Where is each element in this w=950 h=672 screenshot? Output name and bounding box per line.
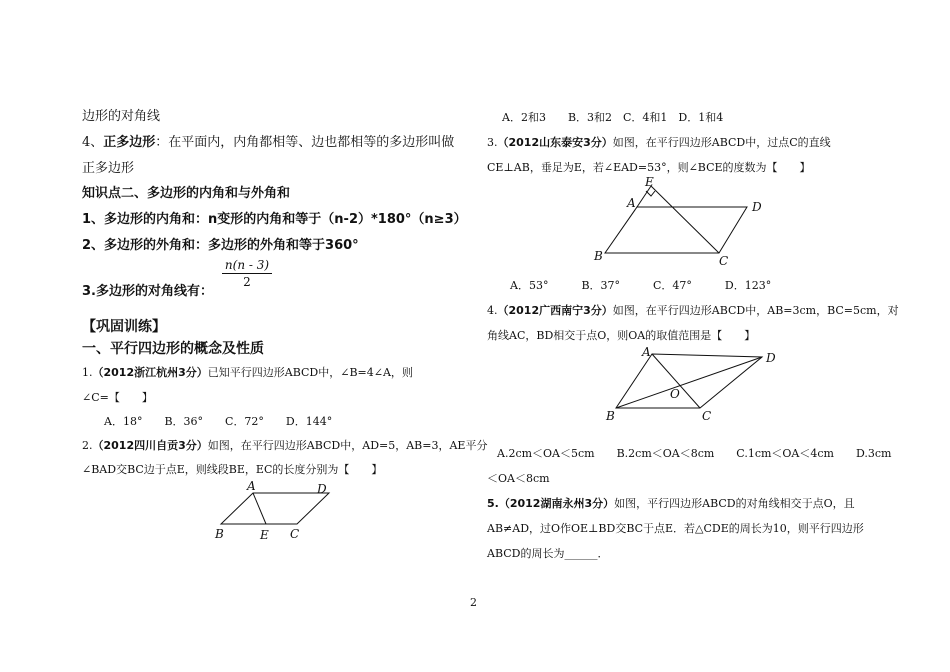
question-1: 1.（2012浙江杭州3分）已知平行四边形ABCD中，∠B=4∠A，则: [82, 366, 413, 379]
diagonal-bd: [616, 357, 762, 408]
parallelogram-abcd: [221, 493, 329, 524]
question-5: 5.（2012湖南永州3分）如图，平行四边形ABCD的对角线相交于点O，且: [487, 497, 855, 510]
label-b: B: [215, 527, 224, 541]
label-d: D: [752, 200, 762, 214]
label-a: A: [247, 479, 256, 493]
label-o: O: [670, 387, 680, 401]
question-4-options: A.2cm＜OA＜5cm B.2cm＜OA＜8cm C.1cm＜OA＜4cm D.3cm: [497, 447, 892, 460]
question-2-options: A．2和3 B．3和2 C．4和1 D．1和4: [502, 111, 724, 124]
question-2-line2: ∠BAD交BC边于点E，则线段BE，EC的长度分别为【 】: [82, 463, 383, 476]
label-e: E: [645, 175, 654, 189]
section-title: 一、平行四边形的概念及性质: [82, 341, 264, 357]
right-angle-mark: [646, 191, 655, 196]
text-line: 边形的对角线: [82, 109, 161, 124]
label-c: C: [719, 254, 729, 268]
text-line: 正多边形: [82, 161, 135, 176]
question-3: 3.（2012山东泰安3分）如图，在平行四边形ABCD中，过点C的直线: [487, 136, 831, 149]
definition-regular-polygon: 4、正多边形：在平面内，内角都相等、边也都相等的多边形叫做: [82, 135, 455, 150]
segment-ae: [253, 493, 266, 524]
knowledge-point-title: 知识点二、多边形的内角和与外角和: [82, 186, 291, 201]
parallelogram-figure-q2: [205, 478, 345, 548]
label-d: D: [766, 351, 776, 365]
label-e: E: [260, 528, 269, 542]
question-3-line2: CE⊥AB，垂足为E，若∠EAD=53°，则∠BCE的度数为【 】: [487, 161, 811, 174]
diagonal-count-label: 3.多边形的对角线有：: [82, 284, 213, 299]
label-b: B: [594, 249, 603, 263]
question-1-options: A．18° B．36° C．72° D．144°: [104, 415, 333, 428]
question-5-line3: ABCD的周长为______．: [487, 547, 609, 560]
question-4-options-line2: ＜OA＜8cm: [487, 472, 550, 485]
question-5-line2: AB≠AD，过O作OE⊥BD交BC于点E．若△CDE的周长为10，则平行四边形: [487, 522, 864, 535]
section-bracket-heading: 【巩固训练】: [82, 319, 166, 335]
label-a: A: [627, 196, 636, 210]
label-a: A: [642, 345, 651, 359]
parallelogram-figure-q4: [600, 342, 776, 424]
parallelogram-abcd: [605, 207, 747, 253]
label-c: C: [702, 409, 712, 423]
interior-angle-sum: 1、多边形的内角和：n变形的内角和等于（n-2）*180°（n≥3）: [82, 212, 467, 227]
diagonal-count-formula: n(n - 3) 2: [222, 258, 272, 289]
label-d: D: [317, 482, 327, 496]
question-2: 2.（2012四川自贡3分）如图，在平行四边形ABCD中，AD=5，AB=3，AE平分: [82, 439, 488, 452]
exterior-angle-sum: 2、多边形的外角和：多边形的外角和等于360°: [82, 238, 359, 253]
segment-ea: [637, 186, 651, 207]
segment-ce: [651, 186, 719, 253]
parallelogram-figure-q3: [585, 176, 775, 271]
question-1-line2: ∠C=【 】: [82, 391, 153, 404]
page-number: 2: [470, 596, 477, 609]
question-4-line2: 角线AC，BD相交于点O，则OA的取值范围是【 】: [487, 329, 756, 342]
label-c: C: [290, 527, 300, 541]
label-b: B: [606, 409, 615, 423]
question-3-options: A．53° B．37° C．47° D．123°: [510, 279, 772, 292]
question-4: 4.（2012广西南宁3分）如图，在平行四边形ABCD中，AB=3cm，BC=5cm，对: [487, 304, 899, 317]
